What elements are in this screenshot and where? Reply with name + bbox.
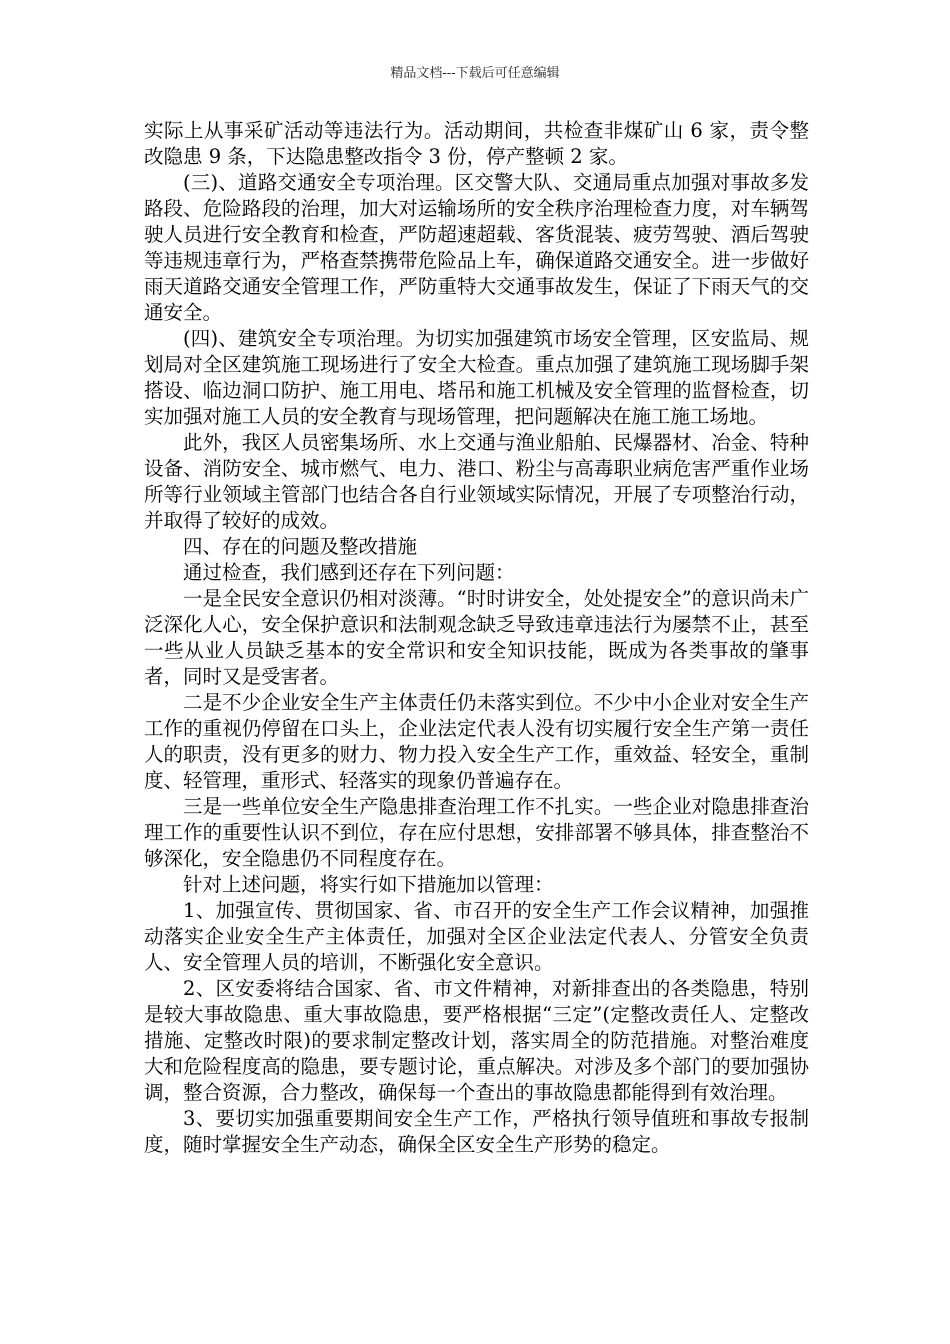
section-heading: 四、存在的问题及整改措施 (183, 535, 418, 558)
paragraph: (四)、建筑安全专项治理。为切实加强建筑市场安全管理，区安监局、规划局对全区建筑施工现场进行了安全大检查。重点加强了建筑施工现场脚手架搭设、临边洞口防护、施工用电、塔吊和施工机械及安全管理的监督检查，切实加强对施工人员的安全教育与现场管理，把问题解决在施工施工场地。 (144, 327, 809, 428)
paragraph: 实际上从事采矿活动等违法行为。活动期间，共检查非煤矿山 6 家，责令整改隐患 9 条，下达隐患整改指令 3 份，停产整顿 2 家。 (144, 119, 809, 168)
paragraph: 针对上述问题，将实行如下措施加以管理： (183, 873, 554, 896)
paragraph: 二是不少企业安全生产主体责任仍未落实到位。不少中小企业对安全生产工作的重视仍停留在口头上，企业法定代表人没有切实履行安全生产第一责任人的职责，没有更多的财力、物力投入安全生产工作，重效益、轻安全，重制度、轻管理，重形式、轻落实的现象仍普遍存在。 (144, 691, 809, 792)
paragraph: 此外，我区人员密集场所、水上交通与渔业船舶、民爆器材、冶金、特种设备、消防安全、城市燃气、电力、港口、粉尘与高毒职业病危害严重作业场所等行业领域主管部门也结合各自行业领域实际情况，开展了专项整治行动，并取得了较好的成效。 (144, 431, 809, 532)
paragraph: (三)、道路交通安全专项治理。区交警大队、交通局重点加强对事故多发路段、危险路段的治理，加大对运输场所的安全秩序治理检查力度，对车辆驾驶人员进行安全教育和检查，严防超速超载、客货混装、疲劳驾驶、酒后驾驶等违规违章行为，严格查禁携带危险品上车，确保道路交通安全。进一步做好雨天道路交通安全管理工作，严防重特大交通事故发生，保证了下雨天气的交通安全。 (144, 171, 809, 324)
page-header: 精品文档---下载后可任意编辑 (390, 66, 560, 81)
paragraph: 2、区安委将结合国家、省、市文件精神，对新排查出的各类隐患，特别是较大事故隐患、重大事故隐患，要严格根据“三定”(定整改责任人、定整改措施、定整改时限)的要求制定整改计划，落实周全的防范措施。对整治难度大和危险程度高的隐患，要专题讨论，重点解决。对涉及多个部门的要加强协调，整合资源，合力整改，确保每一个查出的事故隐患都能得到有效治理。 (144, 977, 809, 1104)
paragraph: 通过检查，我们感到还存在下列问题： (183, 561, 515, 584)
paragraph: 三是一些单位安全生产隐患排查治理工作不扎实。一些企业对隐患排查治理工作的重要性认识不到位，存在应付思想，安排部署不够具体，排查整治不够深化，安全隐患仍不同程度存在。 (144, 795, 809, 870)
paragraph: 3、要切实加强重要期间安全生产工作，严格执行领导值班和事故专报制度，随时掌握安全生产动态，确保全区安全生产形势的稳定。 (144, 1107, 809, 1156)
document-body (144, 118, 809, 1158)
paragraph: 1、加强宣传、贯彻国家、省、市召开的安全生产工作会议精神，加强推动落实企业安全生产主体责任，加强对全区企业法定代表人、分管安全负责人、安全管理人员的培训，不断强化安全意识。 (144, 899, 809, 974)
paragraph: 一是全民安全意识仍相对淡薄。“时时讲安全，处处提安全”的意识尚未广泛深化人心，安全保护意识和法制观念缺乏导致违章违法行为屡禁不止，甚至一些从业人员缺乏基本的安全常识和安全知识技能，既成为各类事故的肇事者，同时又是受害者。 (144, 587, 809, 688)
